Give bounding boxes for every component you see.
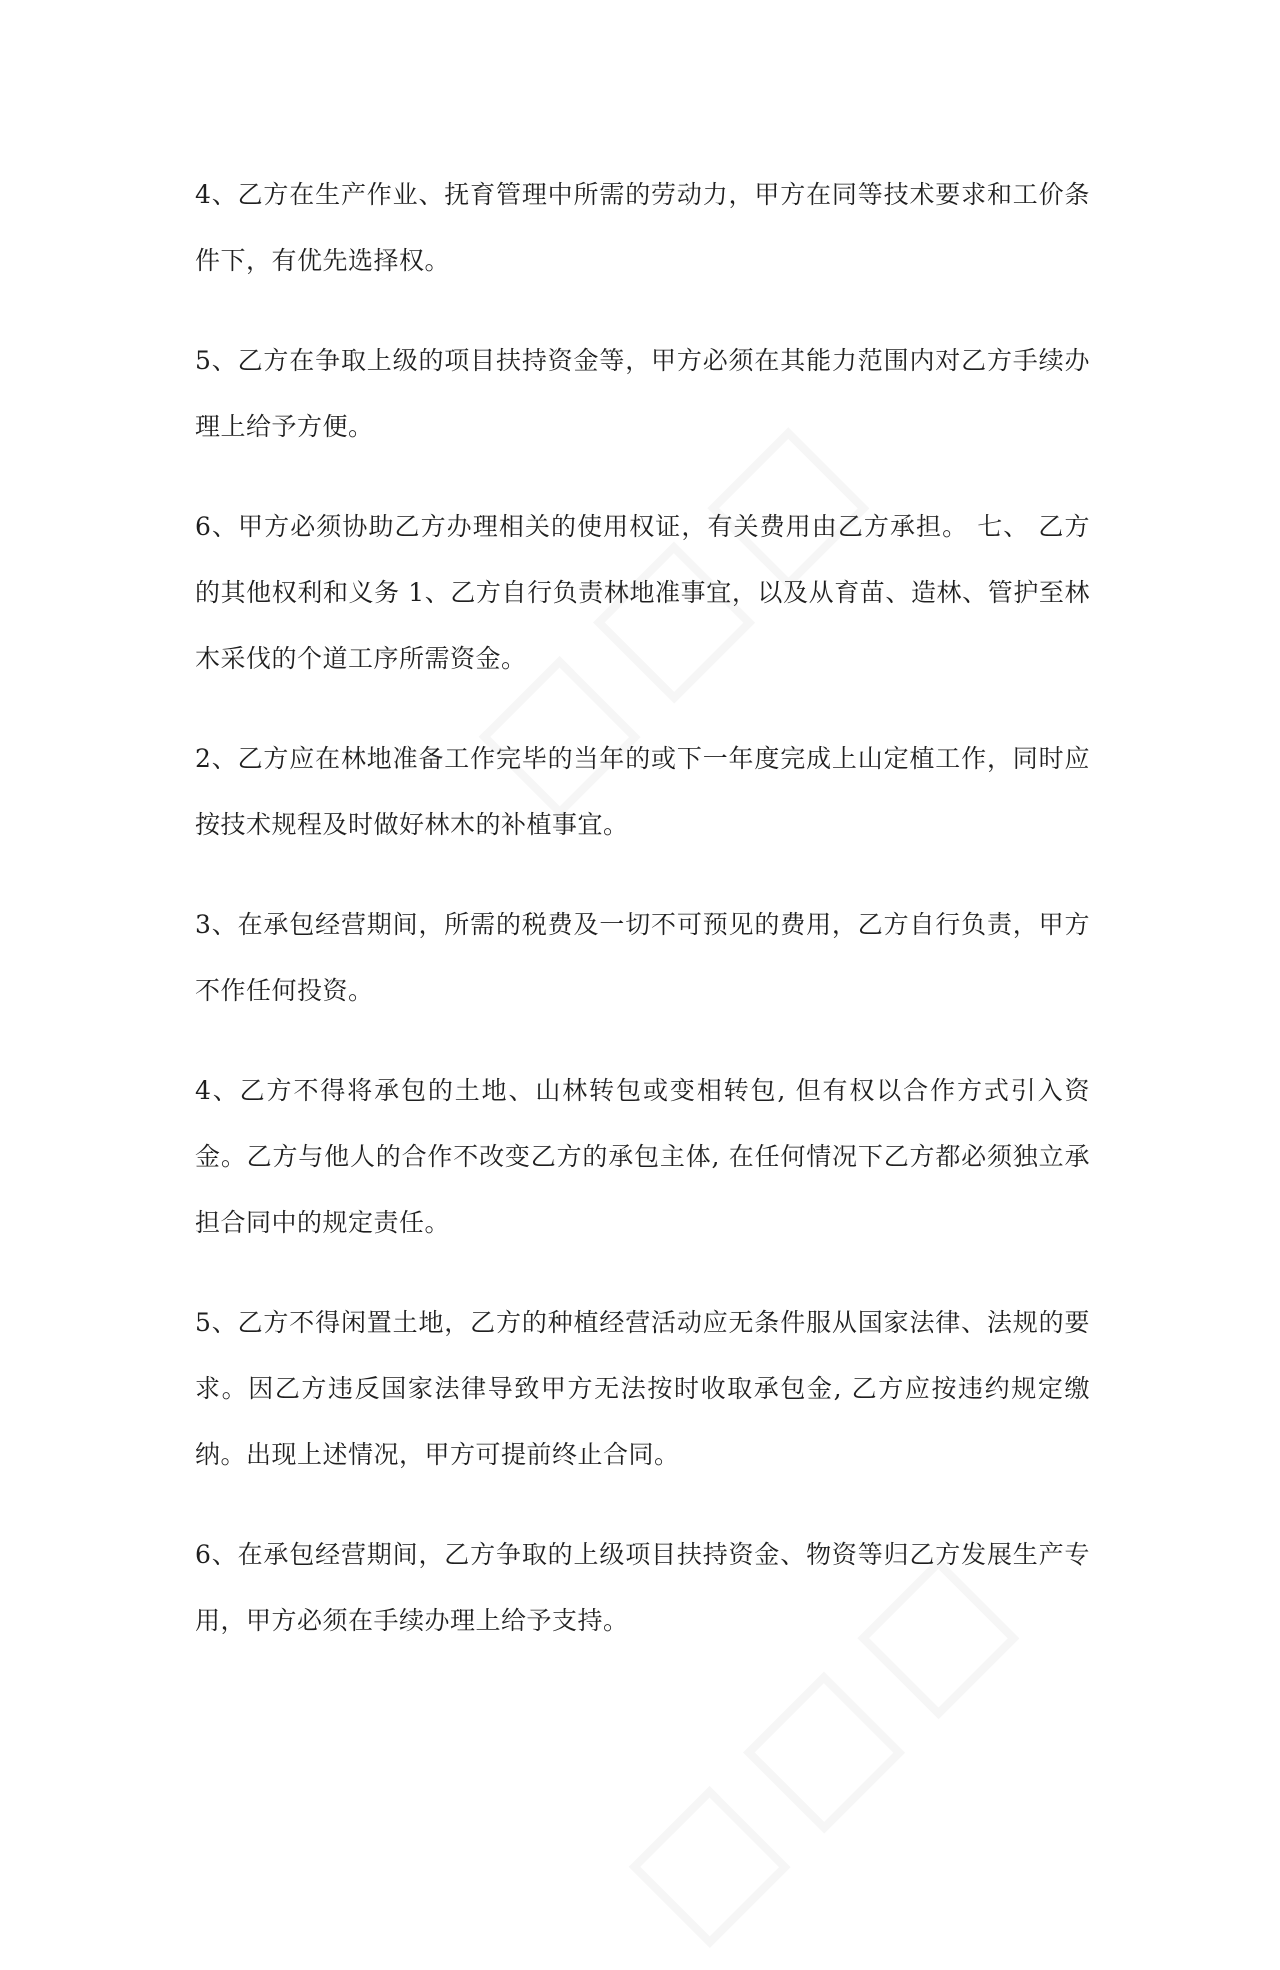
paragraph: 4、乙方不得将承包的土地、山林转包或变相转包, 但有权以合作方式引入资金。乙方与他人的合作不改变乙方的承包主体, 在任何情况下乙方都必须独立承担合同中的规定责任。 [195,1076,1090,1237]
paragraph: 4、乙方在生产作业、抚育管理中所需的劳动力，甲方在同等技术要求和工价条件下，有优先选择权。 [195,180,1090,275]
paragraph: 2、乙方应在林地准备工作完毕的当年的或下一年度完成上山定植工作，同时应按技术规程及时做好林木的补植事宜。 [195,744,1090,839]
paragraph: 5、乙方在争取上级的项目扶持资金等，甲方必须在其能力范围内对乙方手续办理上给予方便。 [195,346,1090,441]
paragraph: 5、乙方不得闲置土地，乙方的种植经营活动应无条件服从国家法律、法规的要求。因乙方违反国家法律导致甲方无法按时收取承包金, 乙方应按违约规定缴纳。出现上述情况，甲方可提前终止合同。 [195,1308,1090,1469]
paragraph: 6、甲方必须协助乙方办理相关的使用权证，有关费用由乙方承担。 七、 乙方的其他权利和义务 1、乙方自行负责林地准事宜，以及从育苗、造林、管护至林木采伐的个道工序所需资金。 [195,512,1090,673]
document-body [195,162,1090,1688]
paragraph: 3、在承包经营期间，所需的税费及一切不可预见的费用，乙方自行负责，甲方不作任何投资。 [195,910,1090,1005]
paragraph: 6、在承包经营期间，乙方争取的上级项目扶持资金、物资等归乙方发展生产专用，甲方必须在手续办理上给予支持。 [195,1540,1090,1635]
